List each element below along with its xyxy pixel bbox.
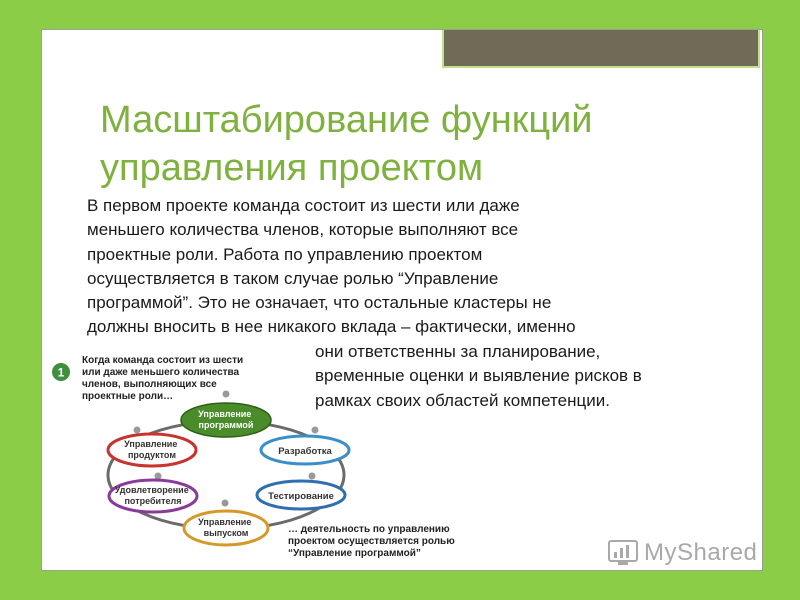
caption-bottom-line: … деятельность по управлению <box>288 524 450 535</box>
body-line: они ответственны за планирование, <box>315 342 601 361</box>
person-icon <box>309 473 316 480</box>
role-label-line: Удовлетворение <box>114 485 189 495</box>
role-label <box>124 439 180 460</box>
body-line: В первом проекте команда состоит из шести или даже <box>87 196 520 215</box>
body-line: временные оценки и выявление рисков в <box>315 366 642 386</box>
body-line: меньшего количества членов, которые выполняют все <box>87 220 519 240</box>
slide-title-line: управления проектом <box>100 147 484 189</box>
role-label-line: Управление <box>198 409 252 419</box>
body-line: проектные роли. Работа по управлению проектом <box>87 244 483 264</box>
role-label <box>198 517 254 538</box>
role-development <box>261 427 349 465</box>
role-label: Разработка <box>278 446 332 457</box>
role-label <box>198 409 254 430</box>
role-label <box>115 485 191 506</box>
body-line: осуществляется в таком случае ролью “Управление <box>87 268 499 288</box>
caption-top <box>82 355 246 402</box>
watermark-text: MyShared <box>644 539 758 566</box>
role-testing <box>257 473 345 510</box>
caption-top-line: или даже меньшего количества <box>82 367 240 378</box>
role-release-management <box>184 500 268 546</box>
role-label-line: Управление <box>124 439 178 449</box>
body-line: должны вносить в нее никакого вклада – фактически, именно <box>87 317 576 337</box>
caption-bottom-line: проектом осуществляется ролью <box>288 536 455 547</box>
caption-bottom-line: “Управление программой” <box>288 548 421 559</box>
role-label: Тестирование <box>268 491 334 502</box>
myshared-logo-icon <box>608 540 638 566</box>
person-icon <box>155 473 162 480</box>
team-roles-diagram <box>50 350 500 560</box>
caption-top-line: Когда команда состоит из шести <box>82 355 244 366</box>
caption-top-line: членов, выполняющих все <box>82 379 217 390</box>
role-label-line: продуктом <box>128 450 176 460</box>
body-line: рамках своих областей компетенции. <box>315 390 610 410</box>
role-program-management <box>181 391 271 438</box>
caption-bottom <box>288 524 458 559</box>
person-icon <box>223 391 230 398</box>
role-label-line: программой <box>198 420 254 430</box>
step-badge-number: 1 <box>57 365 65 380</box>
caption-top-line: проектные роли… <box>82 391 174 402</box>
slide-body-text <box>87 194 687 340</box>
role-label-line: Управление <box>198 517 252 527</box>
top-accent-bar <box>442 30 760 68</box>
person-icon <box>222 500 229 507</box>
body-line: программой”. Это не означает, что остальные кластеры не <box>87 293 552 313</box>
role-label-line: потребителя <box>124 496 182 506</box>
role-user-experience <box>109 473 197 513</box>
role-label-line: выпуском <box>203 528 249 538</box>
slide-title-line: Масштабирование функций <box>100 99 593 141</box>
person-icon <box>312 427 319 434</box>
watermark <box>608 538 757 568</box>
slide-title <box>100 96 740 192</box>
person-icon <box>134 427 141 434</box>
